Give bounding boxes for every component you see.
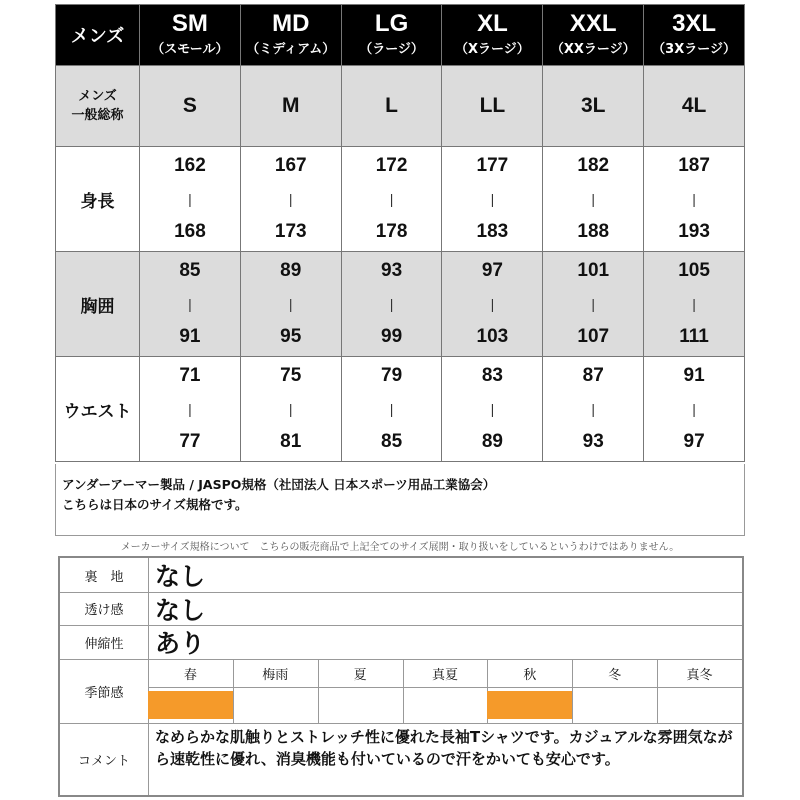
range-max: 99 bbox=[381, 326, 403, 347]
range-max: 183 bbox=[476, 221, 509, 242]
range-min: 83 bbox=[481, 365, 503, 386]
sheer-row bbox=[60, 592, 742, 626]
general-size-value: 3L bbox=[543, 66, 644, 147]
season-indicator bbox=[487, 688, 573, 723]
range-cell bbox=[341, 147, 442, 252]
season-name: 春 bbox=[148, 659, 234, 688]
range bbox=[442, 366, 542, 452]
header-label: メンズ bbox=[56, 5, 140, 66]
range-max: 111 bbox=[679, 326, 709, 347]
range-max: 103 bbox=[476, 326, 509, 347]
waist-row bbox=[56, 357, 745, 462]
range-separator: | bbox=[591, 296, 596, 312]
season-active-fill bbox=[148, 691, 233, 719]
season-grid bbox=[148, 659, 742, 723]
range-max: 107 bbox=[577, 326, 610, 347]
range-min: 87 bbox=[582, 365, 604, 386]
range-separator: | bbox=[288, 296, 293, 312]
size-code: MD bbox=[272, 10, 310, 37]
size-col-xxl bbox=[543, 5, 644, 66]
range-separator: | bbox=[188, 401, 192, 417]
range-max: 91 bbox=[179, 326, 201, 347]
season-row bbox=[60, 659, 742, 724]
size-code: SM bbox=[171, 10, 208, 37]
range-separator: | bbox=[692, 296, 696, 312]
range-max: 85 bbox=[381, 431, 403, 452]
range-separator: | bbox=[490, 191, 495, 207]
size-code: XXL bbox=[569, 10, 617, 37]
range-min: 97 bbox=[481, 260, 503, 281]
stretch-value: あり bbox=[155, 629, 206, 658]
general-size-value: LL bbox=[442, 66, 543, 147]
size-col-xl bbox=[442, 5, 543, 66]
range-min: 177 bbox=[476, 155, 509, 176]
range-cell bbox=[341, 252, 442, 357]
range bbox=[342, 366, 442, 452]
range bbox=[241, 261, 341, 347]
size-code: XL bbox=[477, 10, 508, 37]
range-max: 95 bbox=[280, 326, 302, 347]
range-separator: | bbox=[188, 296, 192, 312]
general-size-value: S bbox=[140, 66, 241, 147]
range bbox=[241, 156, 341, 242]
range-min: 162 bbox=[174, 155, 206, 176]
range bbox=[241, 366, 341, 452]
range bbox=[644, 366, 744, 452]
size-header-row bbox=[56, 5, 745, 66]
season-name: 梅雨 bbox=[233, 659, 319, 688]
general-size-value: 4L bbox=[644, 66, 745, 147]
range bbox=[342, 261, 442, 347]
season-indicator bbox=[148, 688, 234, 723]
note-line: アンダーアーマー製品 / JASPO規格（社団法人 日本スポーツ用品工業協会） bbox=[62, 477, 496, 492]
range-separator: | bbox=[389, 401, 394, 417]
comment-text: なめらかな肌触りとストレッチ性に優れた長袖Tシャツです。カジュアルな雰囲気ながら速乾性に優れ、消臭機能も付いているので汗をかいても安心です。 bbox=[155, 728, 733, 768]
range-cell bbox=[240, 147, 341, 252]
range-min: 187 bbox=[678, 155, 710, 176]
size-table bbox=[55, 4, 745, 462]
size-col-md bbox=[240, 5, 341, 66]
comment-row bbox=[60, 723, 742, 795]
sheer-value: なし bbox=[155, 595, 206, 625]
range-separator: | bbox=[490, 296, 495, 312]
size-name: （スモール） bbox=[151, 42, 229, 57]
range-cell bbox=[140, 147, 241, 252]
range-separator: | bbox=[389, 191, 394, 207]
range-separator: | bbox=[490, 401, 495, 417]
range-cell bbox=[240, 357, 341, 462]
size-code: LG bbox=[374, 10, 409, 37]
range-cell bbox=[140, 357, 241, 462]
size-col-sm bbox=[140, 5, 241, 66]
size-name: （ラージ） bbox=[359, 42, 424, 57]
range bbox=[442, 156, 542, 242]
stretch-row bbox=[60, 625, 742, 660]
range-min: 71 bbox=[179, 365, 201, 386]
label-line: メンズ bbox=[78, 89, 117, 104]
range-separator: | bbox=[288, 401, 293, 417]
range bbox=[543, 366, 643, 452]
season-name: 秋 bbox=[487, 659, 573, 688]
range bbox=[543, 156, 643, 242]
range bbox=[140, 261, 240, 347]
range-min: 93 bbox=[381, 260, 403, 281]
range-separator: | bbox=[389, 296, 394, 312]
range-cell bbox=[140, 252, 241, 357]
range-cell bbox=[442, 357, 543, 462]
season-indicator bbox=[572, 688, 658, 723]
size-name: （XXラージ） bbox=[550, 42, 636, 57]
range bbox=[644, 156, 744, 242]
season-indicator bbox=[657, 688, 742, 723]
range-separator: | bbox=[692, 401, 696, 417]
lining-row bbox=[60, 558, 742, 593]
range-max: 97 bbox=[683, 431, 705, 452]
season-name: 冬 bbox=[572, 659, 658, 688]
waist-label: ウエスト bbox=[56, 357, 140, 462]
season-name: 真冬 bbox=[657, 659, 742, 688]
range-min: 105 bbox=[678, 260, 710, 281]
range bbox=[342, 156, 442, 242]
general-size-label bbox=[56, 66, 140, 147]
chest-label: 胸囲 bbox=[56, 252, 140, 357]
range-cell bbox=[543, 357, 644, 462]
comment-label: コメント bbox=[60, 723, 149, 795]
range-min: 85 bbox=[179, 260, 201, 281]
size-code: 3XL bbox=[672, 10, 717, 37]
range-min: 167 bbox=[274, 155, 307, 176]
height-row bbox=[56, 147, 745, 252]
season-indicator bbox=[318, 688, 404, 723]
range-max: 89 bbox=[481, 431, 503, 452]
note-line: こちらは日本のサイズ規格です。 bbox=[62, 497, 248, 512]
range-max: 77 bbox=[179, 431, 201, 452]
range-separator: | bbox=[188, 191, 192, 207]
size-name: （3Xラージ） bbox=[652, 42, 736, 57]
range-cell bbox=[543, 147, 644, 252]
sheer-label: 透け感 bbox=[60, 592, 149, 625]
range-max: 188 bbox=[577, 221, 610, 242]
range-cell bbox=[644, 357, 745, 462]
range-min: 172 bbox=[375, 155, 408, 176]
range-cell bbox=[442, 252, 543, 357]
size-col-lg bbox=[341, 5, 442, 66]
attributes-table bbox=[58, 556, 744, 797]
lining-value: なし bbox=[155, 562, 206, 591]
general-size-row bbox=[56, 66, 745, 147]
range bbox=[644, 261, 744, 347]
range-min: 182 bbox=[577, 155, 610, 176]
season-indicator bbox=[233, 688, 319, 723]
range-max: 168 bbox=[174, 221, 206, 242]
disclaimer-text: メーカーサイズ規格について こちらの販売商品で上記全てのサイズ展開・取り扱いをしているというわけではありません。 bbox=[120, 542, 680, 553]
range-min: 101 bbox=[577, 260, 610, 281]
range bbox=[140, 366, 240, 452]
range-min: 91 bbox=[683, 365, 705, 386]
season-label: 季節感 bbox=[60, 659, 149, 723]
range-max: 178 bbox=[375, 221, 408, 242]
range-cell bbox=[442, 147, 543, 252]
chest-row bbox=[56, 252, 745, 357]
range-min: 75 bbox=[280, 365, 302, 386]
range-separator: | bbox=[692, 191, 696, 207]
range-cell bbox=[644, 252, 745, 357]
range-cell bbox=[341, 357, 442, 462]
range-max: 173 bbox=[274, 221, 307, 242]
range-separator: | bbox=[591, 191, 596, 207]
range-separator: | bbox=[288, 191, 293, 207]
range-max: 81 bbox=[280, 431, 302, 452]
season-active-fill bbox=[487, 691, 572, 719]
height-label: 身長 bbox=[56, 147, 140, 252]
stretch-label: 伸縮性 bbox=[60, 625, 149, 659]
range-max: 193 bbox=[678, 221, 710, 242]
range bbox=[442, 261, 542, 347]
range-min: 79 bbox=[381, 365, 403, 386]
range-min: 89 bbox=[280, 260, 302, 281]
season-name: 夏 bbox=[318, 659, 404, 688]
size-name: （Xラージ） bbox=[455, 42, 530, 57]
season-indicator bbox=[403, 688, 489, 723]
size-col-3xl bbox=[644, 5, 745, 66]
range-cell bbox=[543, 252, 644, 357]
season-name: 真夏 bbox=[403, 659, 489, 688]
range-cell bbox=[644, 147, 745, 252]
range-separator: | bbox=[591, 401, 596, 417]
range-cell bbox=[240, 252, 341, 357]
size-standard-note bbox=[55, 464, 745, 536]
general-size-value: L bbox=[341, 66, 442, 147]
lining-label: 裏 地 bbox=[60, 558, 149, 592]
range-max: 93 bbox=[582, 431, 604, 452]
general-size-value: M bbox=[240, 66, 341, 147]
label-line: 一般総称 bbox=[71, 108, 124, 123]
range bbox=[543, 261, 643, 347]
range bbox=[140, 156, 240, 242]
size-name: （ミディアム） bbox=[246, 42, 336, 57]
